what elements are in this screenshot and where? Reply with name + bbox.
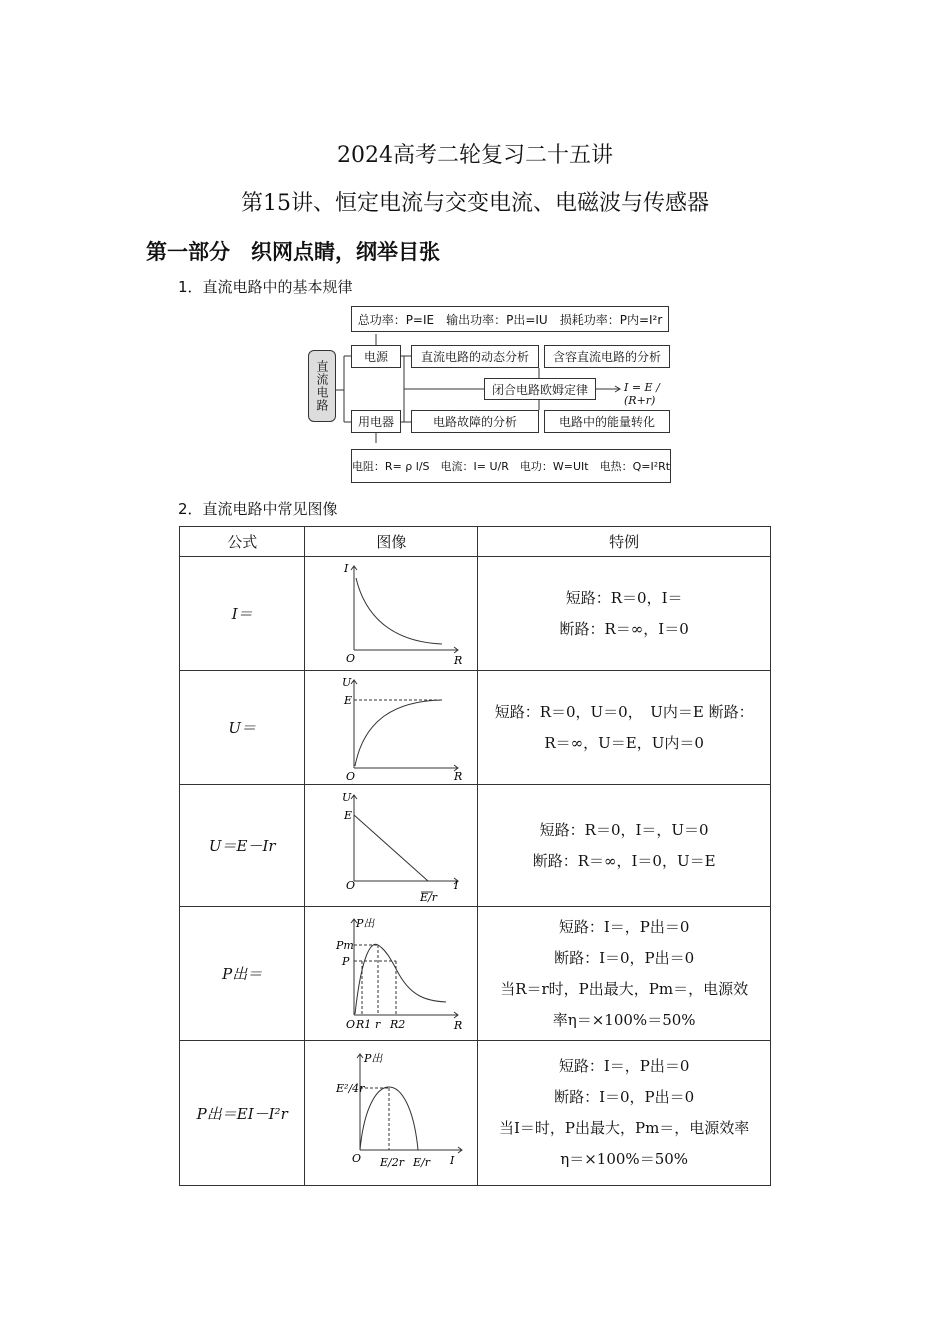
formula-cell: I＝ [180, 557, 305, 671]
document-title: 2024高考二轮复习二十五讲 [337, 143, 613, 168]
graph-cell [305, 907, 478, 1041]
p-i-graph [316, 1046, 466, 1180]
special-line: 当I＝时，P出最大，Pm＝，电源效率 [498, 1119, 750, 1137]
header-graph: 图像 [305, 527, 478, 557]
axis-y-label: I [344, 561, 349, 575]
e-over-r-label: E/r [420, 890, 438, 903]
axis-x-label: R [454, 653, 463, 667]
axis-x-label: I [454, 878, 459, 892]
origin-label: O [346, 651, 356, 665]
table-row [180, 785, 771, 907]
p-r-graph [316, 911, 466, 1037]
axis-x-label: R [454, 769, 463, 782]
special-line: 断路：I＝0，P出＝0 [554, 948, 695, 967]
graph-cell [305, 785, 478, 907]
energy-conversion-node: 电路中的能量转化 [544, 410, 670, 433]
table-row [180, 1041, 771, 1186]
formula-box: 电阻：R= ρ l/S 电流：I= U/R 电功：W=UIt 电热：Q=I²Rt [351, 449, 671, 483]
table-row [180, 671, 771, 785]
ohm-law-node: 闭合电路欧姆定律 [484, 378, 596, 400]
special-line: 短路：R＝0，I＝ [565, 588, 683, 607]
pm-tick-label: Pm [336, 938, 355, 952]
appliance-node: 用电器 [351, 410, 401, 433]
origin-label: O [352, 1152, 362, 1165]
part-heading: 第一部分 织网点睛，纲举目张 [146, 240, 440, 264]
special-line: 短路：R＝0，I＝，U＝0 [539, 820, 709, 839]
fault-analysis-node: 电路故障的分析 [411, 410, 539, 433]
i-r-graph [316, 560, 466, 668]
formula-cell: U＝ [180, 671, 305, 785]
axis-x-label: I [450, 1154, 455, 1167]
axis-y-label: U [342, 675, 352, 689]
origin-label: O [346, 769, 356, 782]
ohm-formula: I = E / (R+r) [624, 381, 660, 407]
header-formula: 公式 [180, 527, 305, 557]
special-line: 当R＝r时，P出最大，Pm＝，电源效 [500, 979, 749, 998]
special-line: 断路：R＝∞，I＝0 [559, 619, 689, 638]
header-special: 特例 [478, 527, 771, 557]
formula-cell: P出＝ [180, 907, 305, 1041]
special-cell [478, 907, 771, 1041]
peak-value-label: E²/4r [336, 1082, 365, 1095]
origin-label: O [346, 878, 356, 892]
section-heading-2: 2．直流电路中常见图像 [178, 500, 338, 518]
dynamic-analysis-node: 直流电路的动态分析 [411, 345, 539, 368]
root-node: 直流电路 [308, 350, 336, 422]
table-header-row [180, 527, 771, 557]
graph-cell [305, 1041, 478, 1186]
special-line: η＝×100%＝50% [560, 1150, 689, 1168]
graph-table [179, 526, 771, 1186]
special-cell [478, 557, 771, 671]
special-line: R＝∞，U＝E，U内＝0 [544, 733, 704, 752]
special-line: 短路：I＝，P出＝0 [558, 917, 690, 936]
u-i-graph [316, 789, 466, 903]
graph-cell [305, 557, 478, 671]
p-tick-label: P [342, 954, 350, 968]
special-line: 断路：R＝∞，I＝0，U＝E [532, 851, 716, 870]
special-line: 短路：R＝0，U＝0， U内＝E 断路： [494, 702, 754, 721]
origin-label: O [346, 1017, 356, 1031]
formula-cell: U＝E－Ir [180, 785, 305, 907]
axis-x-label: R [454, 1018, 463, 1032]
special-line: 断路：I＝0，P出＝0 [554, 1088, 695, 1106]
circuit-law-diagram [308, 304, 678, 486]
table-row [180, 557, 771, 671]
axis-y-label: P出 [364, 1052, 383, 1065]
capacitor-circuit-node: 含容直流电路的分析 [544, 345, 670, 368]
axis-y-label: U [342, 790, 352, 804]
document-subtitle: 第15讲、恒定电流与交变电流、电磁波与传感器 [241, 191, 709, 216]
power-box: 总功率：P=IE 输出功率：P出=IU 损耗功率：P内=I²r [351, 306, 669, 332]
mid-tick-label: E/2r [380, 1156, 405, 1169]
special-line: 率η＝×100%＝50% [552, 1010, 696, 1029]
end-tick-label: E/r [413, 1156, 431, 1169]
graph-cell [305, 671, 478, 785]
table-row [180, 907, 771, 1041]
r-tick-label: r [375, 1017, 381, 1031]
special-cell [478, 1041, 771, 1186]
special-line: 短路：I＝，P出＝0 [558, 1057, 690, 1075]
r1-tick-label: R1 [356, 1017, 372, 1031]
u-r-graph [316, 674, 466, 782]
special-cell [478, 671, 771, 785]
r2-tick-label: R2 [390, 1017, 406, 1031]
special-cell [478, 785, 771, 907]
axis-y-label: P出 [356, 916, 375, 930]
section-heading-1: 1．直流电路中的基本规律 [178, 278, 353, 296]
e-tick-label: E [344, 808, 353, 822]
source-node: 电源 [351, 345, 401, 368]
formula-cell: P出＝EI－I²r [180, 1041, 305, 1186]
e-tick-label: E [344, 693, 353, 707]
